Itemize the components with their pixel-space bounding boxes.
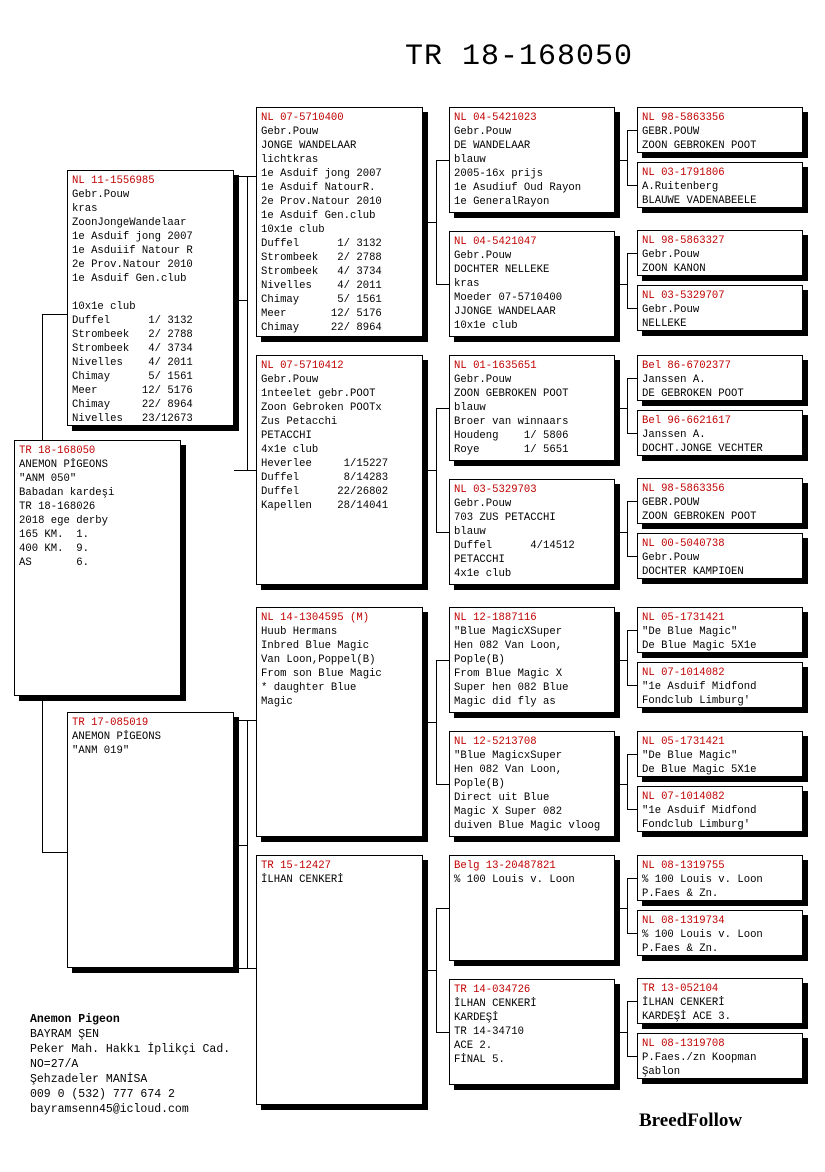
ring-number: Belg 13-20487821 (454, 860, 556, 872)
pigeon-info-line: 165 KM. 1. (19, 529, 89, 541)
pigeon-info-line: Gebr.Pouw (642, 552, 700, 564)
pigeon-info-line: 1e Asduiif Natour R (72, 245, 193, 257)
pedigree-card-g5-6[interactable] (637, 410, 803, 456)
ring-number: NL 03-5329703 (454, 484, 537, 496)
pigeon-info-line: "Blue MagicxSuper (454, 750, 563, 762)
pigeon-info-line: ZOON KANON (642, 263, 706, 275)
pedigree-card-g5-7[interactable] (637, 478, 803, 524)
pigeon-info-line: Gebr.Pouw (454, 126, 512, 138)
pigeon-info-line: Şablon (642, 1066, 681, 1078)
ring-number: Bel 86-6702377 (642, 360, 732, 372)
connector-line (627, 685, 637, 686)
ring-number: NL 08-1319708 (642, 1038, 725, 1050)
pigeon-info-line: 10x1e club (72, 301, 136, 313)
pigeon-info-line: PETACCHI (454, 554, 505, 566)
pigeon-info-line: Gebr.Pouw (261, 126, 319, 138)
connector-line (627, 1001, 637, 1002)
owner-contact-line: 009 0 (532) 777 674 2 (30, 1088, 175, 1101)
connector-line (234, 300, 247, 301)
ring-number: NL 01-1635651 (454, 360, 537, 372)
owner-contact-block (30, 1012, 230, 1117)
connector-line (627, 253, 628, 308)
pedigree-card-sire[interactable] (67, 170, 234, 426)
pigeon-info-line: KARDEŞİ ACE 3. (642, 1011, 732, 1023)
pigeon-info-line: Strombeek 4/ 3734 (261, 266, 382, 278)
pigeon-info-line: blauw (454, 402, 486, 414)
pigeon-info-line: 1e Asduif Gen.club (72, 273, 187, 285)
ring-number: NL 12-1887116 (454, 612, 537, 624)
pigeon-info-line: Gebr.Pouw (454, 374, 512, 386)
owner-contact-line: BAYRAM ŞEN (30, 1028, 100, 1041)
pigeon-info-line: blauw (454, 154, 486, 166)
ring-number: TR 13-052104 (642, 983, 719, 995)
pigeon-info-line: Gebr.Pouw (72, 189, 130, 201)
ring-number: NL 08-1319734 (642, 915, 725, 927)
connector-line (615, 408, 627, 409)
ring-number: TR 18-168050 (19, 445, 96, 457)
connector-line (627, 1056, 637, 1057)
pedigree-card-sss[interactable] (449, 107, 615, 213)
pedigree-card-dam[interactable] (67, 712, 234, 968)
pigeon-info-line: kras (454, 278, 480, 290)
pigeon-info-line: Strombeek 2/ 2788 (261, 252, 382, 264)
pigeon-info-line: Babadan kardeşi (19, 487, 115, 499)
connector-line (247, 176, 248, 470)
pigeon-info-line: KARDEŞİ (454, 1012, 499, 1024)
ring-number: NL 98-5863356 (642, 112, 725, 124)
ring-number: NL 07-1014082 (642, 667, 725, 679)
connector-line (615, 660, 627, 661)
connector-line (627, 501, 637, 502)
pigeon-info-line: Chimay 5/ 1561 (261, 294, 382, 306)
ring-number: Bel 96-6621617 (642, 415, 732, 427)
pedigree-card-g5-8[interactable] (637, 533, 803, 579)
pigeon-info-line: Broer van winnaars (454, 416, 569, 428)
pigeon-info-line: JJONGE WANDELAAR (454, 306, 556, 318)
pigeon-info-line: Gebr.Pouw (642, 304, 700, 316)
pedigree-card-g5-12[interactable] (637, 786, 803, 832)
connector-line (627, 630, 628, 685)
pigeon-info-line: A.Ruitenberg (642, 181, 719, 193)
pigeon-info-line: 1nteelet gebr.POOT (261, 388, 376, 400)
pigeon-info-line: GEBR.POUW (642, 126, 700, 138)
ring-number: TR 14-034726 (454, 984, 531, 996)
connector-line (436, 784, 449, 785)
connector-line (615, 1032, 627, 1033)
pigeon-info-line: GEBR.POUW (642, 497, 700, 509)
pigeon-info-line: Meer 12/ 5176 (261, 308, 382, 320)
pigeon-info-line: ANEMON PİGEONS (72, 731, 162, 743)
connector-line (234, 968, 256, 969)
pigeon-info-line: ZOON GEBROKEN POOT (454, 388, 569, 400)
pigeon-info-line: DOCHT.JONGE VECHTER (642, 443, 763, 455)
owner-contact-line: NO=27/A (30, 1058, 79, 1071)
pigeon-info-line: Heverlee 1/15227 (261, 458, 389, 470)
pigeon-info-line: Gebr.Pouw (642, 249, 700, 261)
pigeon-info-line: AS 6. (19, 557, 89, 569)
owner-contact-line: bayramsenn45@icloud.com (30, 1103, 189, 1116)
connector-line (615, 908, 627, 909)
connector-line (627, 809, 637, 810)
pigeon-info-line: Gebr.Pouw (454, 498, 512, 510)
connector-line (436, 1032, 449, 1033)
pigeon-info-line: Duffel 1/ 3132 (72, 315, 193, 327)
pigeon-info-line: 1e Asudiuf Oud Rayon (454, 182, 582, 194)
connector-line (42, 314, 43, 440)
pigeon-info-line: DOCHTER NELLEKE (454, 264, 550, 276)
connector-line (234, 720, 256, 721)
connector-line (423, 222, 436, 223)
pigeon-info-line: Duffel 22/26802 (261, 486, 389, 498)
ring-number: NL 04-5421047 (454, 236, 537, 248)
connector-line (627, 556, 637, 557)
pigeon-info-line: Janssen A. (642, 374, 706, 386)
pigeon-info-line: 1e GeneralRayon (454, 196, 550, 208)
pigeon-info-line: Huub Hermans (261, 626, 338, 638)
pigeon-info-line: Pople(B) (454, 654, 505, 666)
pigeon-info-line: DOCHTER KAMPIOEN (642, 566, 744, 578)
pedigree-card-g5-11[interactable] (637, 731, 803, 777)
pigeon-info-line: P.Faes & Zn. (642, 888, 719, 900)
connector-line (234, 176, 256, 177)
pigeon-info-line: ZOON GEBROKEN POOT (642, 511, 757, 523)
connector-line (627, 130, 628, 185)
pedigree-card-sds[interactable] (449, 355, 615, 461)
pigeon-info-line (72, 286, 229, 300)
pigeon-info-line: 2005-16x prijs (454, 168, 544, 180)
connector-line (627, 130, 637, 131)
pedigree-card-sire-sire[interactable] (256, 107, 423, 337)
pigeon-info-line: duiven Blue Magic vloog (454, 820, 601, 832)
pigeon-info-line: İLHAN CENKERİ (642, 997, 725, 1009)
pigeon-info-line: Moeder 07-5710400 (454, 292, 563, 304)
pigeon-info-line: Gebr.Pouw (454, 250, 512, 262)
connector-line (436, 660, 437, 784)
connector-line (627, 308, 637, 309)
ring-number: TR 17-085019 (72, 717, 149, 729)
pigeon-info-line: Fondclub Limburg' (642, 695, 751, 707)
pigeon-info-line: % 100 Louis v. Loon (642, 929, 763, 941)
pigeon-info-line: İLHAN CENKERİ (454, 998, 537, 1010)
pigeon-info-line: Hen 082 Van Loon, (454, 640, 563, 652)
connector-line (627, 253, 637, 254)
connector-line (627, 754, 628, 809)
ring-number: NL 03-1791806 (642, 167, 725, 179)
pigeon-info-line: ANEMON PİGEONS (19, 459, 109, 471)
pedigree-card-sire-dam[interactable] (256, 355, 423, 585)
pigeon-info-line: İLHAN CENKERİ (261, 874, 344, 886)
connector-line (436, 284, 449, 285)
pedigree-card-sdd[interactable] (449, 479, 615, 585)
owner-contact-line: Peker Mah. Hakkı İplikçi Cad. (30, 1043, 231, 1056)
pigeon-info-line: Inbred Blue Magic (261, 640, 370, 652)
owner-name: Anemon Pigeon (30, 1013, 120, 1026)
pigeon-info-line: De Blue Magic 5X1e (642, 640, 757, 652)
connector-line (627, 378, 637, 379)
pigeon-info-line: From son Blue Magic (261, 668, 382, 680)
pigeon-info-line: 4x1e club (454, 568, 512, 580)
pedigree-card-subject[interactable] (14, 440, 181, 696)
pigeon-info-line: Hen 082 Van Loon, (454, 764, 563, 776)
pigeon-info-line: % 100 Louis v. Loon (454, 874, 575, 886)
pigeon-info-line: Van Loon,Poppel(B) (261, 654, 376, 666)
connector-line (627, 1001, 628, 1056)
connector-line (436, 908, 437, 1032)
pigeon-info-line: Pople(B) (454, 778, 505, 790)
pigeon-info-line: P.Faes & Zn. (642, 943, 719, 955)
ring-number: NL 98-5863327 (642, 235, 725, 247)
pigeon-info-line: From Blue Magic X (454, 668, 563, 680)
connector-line (423, 722, 436, 723)
pigeon-info-line: "De Blue Magic" (642, 750, 738, 762)
pigeon-info-line: 2e Prov.Natour 2010 (72, 259, 193, 271)
pigeon-info-line: Duffel 1/ 3132 (261, 238, 382, 250)
pigeon-info-line: Chimay 5/ 1561 (72, 371, 193, 383)
pigeon-info-line: De Blue Magic 5X1e (642, 764, 757, 776)
connector-line (627, 630, 637, 631)
ring-number: NL 00-5040738 (642, 538, 725, 550)
pigeon-info-line: Kapellen 28/14041 (261, 500, 389, 512)
pigeon-info-line: blauw (454, 526, 486, 538)
connector-line (615, 284, 627, 285)
ring-number: NL 14-1304595 (M) (261, 612, 370, 624)
pigeon-info-line: 4x1e club (261, 444, 319, 456)
connector-line (627, 933, 637, 934)
pedigree-card-dds[interactable] (449, 855, 615, 961)
pigeon-info-line: Magic (261, 696, 293, 708)
pigeon-info-line: Zus Petacchi (261, 416, 338, 428)
pigeon-info-line: Direct uit Blue (454, 792, 550, 804)
pedigree-card-ddd[interactable] (449, 979, 615, 1085)
connector-line (423, 970, 436, 971)
pigeon-info-line: PETACCHI (261, 430, 312, 442)
connector-line (436, 532, 449, 533)
pigeon-info-line: Meer 12/ 5176 (72, 385, 193, 397)
ring-number: NL 07-1014082 (642, 791, 725, 803)
pedigree-card-g5-4[interactable] (637, 285, 803, 331)
connector-line (423, 470, 436, 471)
pigeon-info-line: ZoonJongeWandelaar (72, 217, 187, 229)
pedigree-card-dss[interactable] (449, 607, 615, 713)
pigeon-info-line: "1e Asduif Midfond (642, 681, 757, 693)
pigeon-info-line: 703 ZUS PETACCHI (454, 512, 556, 524)
pigeon-info-line: 10x1e club (261, 224, 325, 236)
pigeon-info-line: Magic did fly as (454, 696, 556, 708)
ring-number: NL 04-5421023 (454, 112, 537, 124)
pedigree-card-dsd[interactable] (449, 731, 615, 837)
pigeon-info-line: "ANM 019" (72, 745, 130, 757)
connector-line (627, 501, 628, 556)
connector-line (247, 720, 248, 968)
ring-number: NL 03-5329707 (642, 290, 725, 302)
pigeon-info-line: ACE 2. (454, 1040, 493, 1052)
owner-contact-line: Şehzadeler MANİSA (30, 1073, 148, 1086)
pedigree-card-g5-10[interactable] (637, 662, 803, 708)
pedigree-title: TR 18-168050 (405, 40, 634, 74)
ring-number: NL 98-5863356 (642, 483, 725, 495)
pigeon-info-line: Strombeek 4/ 3734 (72, 343, 193, 355)
pedigree-card-ssd[interactable] (449, 231, 615, 337)
connector-line (436, 660, 449, 661)
pigeon-info-line: Gebr.Pouw (261, 374, 319, 386)
pigeon-info-line: Super hen 082 Blue (454, 682, 569, 694)
pedigree-card-g5-2[interactable] (637, 162, 803, 208)
pedigree-card-g5-15[interactable] (637, 978, 803, 1024)
connector-line (42, 700, 43, 852)
pigeon-info-line: Nivelles 4/ 2011 (261, 280, 382, 292)
pigeon-info-line: ZOON GEBROKEN POOT (642, 140, 757, 152)
pedigree-card-g5-3[interactable] (637, 230, 803, 276)
pigeon-info-line: "ANM 050" (19, 473, 77, 485)
ring-number: NL 05-1731421 (642, 736, 725, 748)
pigeon-info-line: Fondclub Limburg' (642, 819, 751, 831)
pigeon-info-line: Roye 1/ 5651 (454, 444, 569, 456)
connector-line (615, 160, 627, 161)
ring-number: NL 07-5710400 (261, 112, 344, 124)
connector-line (615, 784, 627, 785)
connector-line (627, 754, 637, 755)
pigeon-info-line: DE WANDELAAR (454, 140, 531, 152)
pigeon-info-line: Duffel 4/14512 (454, 540, 575, 552)
pedigree-card-g5-9[interactable] (637, 607, 803, 653)
pigeon-info-line: "1e Asduif Midfond (642, 805, 757, 817)
pigeon-info-line: Chimay 22/ 8964 (261, 322, 382, 334)
pigeon-info-line: 1e Asduif NatourR. (261, 182, 376, 194)
connector-line (436, 908, 449, 909)
connector-line (436, 160, 449, 161)
ring-number: NL 12-5213708 (454, 736, 537, 748)
ring-number: NL 05-1731421 (642, 612, 725, 624)
pigeon-info-line: Strombeek 2/ 2788 (72, 329, 193, 341)
pigeon-info-line: 1e Asduif jong 2007 (261, 168, 382, 180)
connector-line (627, 185, 637, 186)
connector-line (436, 160, 437, 284)
pigeon-info-line: lichtkras (261, 154, 319, 166)
pedigree-card-dam-sire[interactable] (256, 607, 423, 837)
pigeon-info-line: Zoon Gebroken POOTx (261, 402, 382, 414)
pigeon-info-line: TR 14-34710 (454, 1026, 524, 1038)
connector-line (42, 852, 67, 853)
pigeon-info-line: 10x1e club (454, 320, 518, 332)
pigeon-info-line: 400 KM. 9. (19, 543, 89, 555)
connector-line (234, 470, 256, 471)
pigeon-info-line: "De Blue Magic" (642, 626, 738, 638)
pigeon-info-line: kras (72, 203, 98, 215)
connector-line (42, 314, 67, 315)
pigeon-info-line: JONGE WANDELAAR (261, 140, 357, 152)
ring-number: NL 07-5710412 (261, 360, 344, 372)
pedigree-card-g5-14[interactable] (637, 910, 803, 956)
pigeon-info-line: 2e Prov.Natour 2010 (261, 196, 382, 208)
pedigree-card-dam-dam[interactable] (256, 855, 423, 1105)
pigeon-info-line: FİNAL 5. (454, 1054, 505, 1066)
ring-number: TR 15-12427 (261, 860, 331, 872)
pigeon-info-line: 2018 ege derby (19, 515, 109, 527)
pigeon-info-line: Houdeng 1/ 5806 (454, 430, 569, 442)
pigeon-info-line: * daughter Blue (261, 682, 357, 694)
connector-line (627, 878, 628, 933)
connector-line (234, 845, 247, 846)
brand-logo-text: BreedFollow (639, 1110, 743, 1131)
connector-line (436, 408, 437, 532)
pigeon-info-line: P.Faes./zn Koopman (642, 1052, 757, 1064)
pigeon-info-line: TR 18-168026 (19, 501, 96, 513)
pigeon-info-line: 1e Asduif Gen.club (261, 210, 376, 222)
pigeon-info-line: Magic X Super 082 (454, 806, 563, 818)
pigeon-info-line: BLAUWE VADENABEELE (642, 195, 757, 207)
pigeon-info-line: "Blue MagicXSuper (454, 626, 563, 638)
ring-number: NL 08-1319755 (642, 860, 725, 872)
pigeon-info-line: DE GEBROKEN POOT (642, 388, 744, 400)
ring-number: NL 11-1556985 (72, 175, 155, 187)
pigeon-info-line: Janssen A. (642, 429, 706, 441)
pedigree-card-g5-5[interactable] (637, 355, 803, 401)
pedigree-card-g5-16[interactable] (637, 1033, 803, 1079)
pigeon-info-line: % 100 Louis v. Loon (642, 874, 763, 886)
connector-line (627, 433, 637, 434)
pigeon-info-line: Duffel 8/14283 (261, 472, 389, 484)
connector-line (436, 408, 449, 409)
pigeon-info-line: NELLEKE (642, 318, 687, 330)
pigeon-info-line: Nivelles 4/ 2011 (72, 357, 193, 369)
pigeon-info-line: Chimay 22/ 8964 (72, 399, 193, 411)
pedigree-card-g5-1[interactable] (637, 107, 803, 153)
pigeon-info-line: 1e Asduif jong 2007 (72, 231, 193, 243)
connector-line (627, 378, 628, 433)
connector-line (627, 878, 637, 879)
pigeon-info-line: Nivelles 23/12673 (72, 413, 193, 425)
pedigree-card-g5-13[interactable] (637, 855, 803, 901)
connector-line (615, 532, 627, 533)
